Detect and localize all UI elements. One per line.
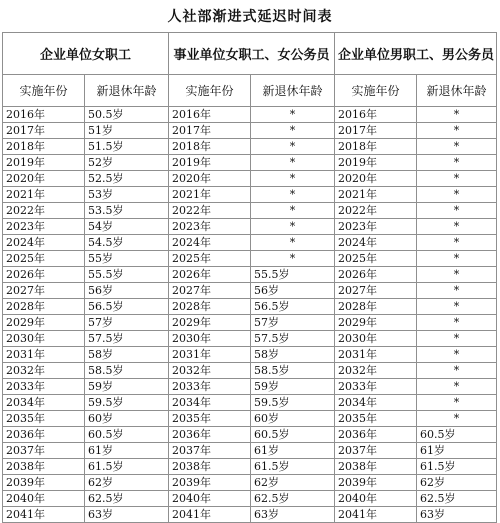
year-cell: 2024年 [3, 235, 85, 251]
year-cell: 2030年 [3, 331, 85, 347]
year-cell: 2022年 [3, 203, 85, 219]
retirement-age-cell: * [417, 331, 497, 347]
year-cell: 2019年 [169, 155, 251, 171]
column-header-year: 实施年份 [3, 75, 85, 107]
retirement-age-cell: * [417, 299, 497, 315]
retirement-age-cell: 57.5岁 [85, 331, 169, 347]
retirement-age-cell: 53.5岁 [85, 203, 169, 219]
year-cell: 2018年 [3, 139, 85, 155]
year-cell: 2025年 [335, 251, 417, 267]
retirement-age-cell: * [417, 123, 497, 139]
table-body [3, 107, 497, 523]
year-cell: 2027年 [335, 283, 417, 299]
retirement-age-cell: * [417, 411, 497, 427]
column-header-year: 实施年份 [169, 75, 251, 107]
retirement-age-cell: 55岁 [85, 251, 169, 267]
table-title: 人社部渐进式延迟时间表 [167, 9, 333, 25]
year-cell: 2034年 [3, 395, 85, 411]
retirement-age-cell: * [417, 347, 497, 363]
retirement-age-cell: 54岁 [85, 219, 169, 235]
table-row [3, 299, 497, 315]
table-row [3, 219, 497, 235]
retirement-age-cell: 62岁 [417, 475, 497, 491]
retirement-age-cell: 63岁 [417, 507, 497, 523]
year-cell: 2032年 [169, 363, 251, 379]
year-cell: 2019年 [3, 155, 85, 171]
year-cell: 2030年 [335, 331, 417, 347]
retirement-age-cell: * [251, 155, 335, 171]
group-header-institution-female: 事业单位女职工、女公务员 [169, 33, 335, 75]
retirement-age-cell: 60.5岁 [85, 427, 169, 443]
retirement-age-cell: 61.5岁 [85, 459, 169, 475]
year-cell: 2034年 [169, 395, 251, 411]
retirement-age-cell: * [417, 203, 497, 219]
table-row [3, 411, 497, 427]
year-cell: 2036年 [335, 427, 417, 443]
year-cell: 2018年 [169, 139, 251, 155]
year-cell: 2036年 [169, 427, 251, 443]
retirement-age-cell: 60岁 [85, 411, 169, 427]
year-cell: 2031年 [3, 347, 85, 363]
retirement-age-cell: * [417, 107, 497, 123]
column-header-age: 新退休年龄 [85, 75, 169, 107]
retirement-age-cell: 59.5岁 [251, 395, 335, 411]
retirement-age-cell: * [251, 171, 335, 187]
year-cell: 2037年 [3, 443, 85, 459]
retirement-age-cell: * [251, 251, 335, 267]
retirement-age-cell: 53岁 [85, 187, 169, 203]
year-cell: 2033年 [169, 379, 251, 395]
year-cell: 2033年 [335, 379, 417, 395]
year-cell: 2032年 [3, 363, 85, 379]
table-row [3, 379, 497, 395]
year-cell: 2020年 [335, 171, 417, 187]
column-header-age: 新退休年龄 [251, 75, 335, 107]
table-row [3, 139, 497, 155]
year-cell: 2016年 [335, 107, 417, 123]
retirement-age-cell: 58.5岁 [251, 363, 335, 379]
retirement-age-cell: 61岁 [85, 443, 169, 459]
retirement-age-cell: 56.5岁 [251, 299, 335, 315]
column-header-age: 新退休年龄 [417, 75, 497, 107]
year-cell: 2031年 [335, 347, 417, 363]
group-header-enterprise-female: 企业单位女职工 [3, 33, 169, 75]
table-row [3, 187, 497, 203]
year-cell: 2031年 [169, 347, 251, 363]
table-row [3, 107, 497, 123]
retirement-age-cell: * [417, 187, 497, 203]
retirement-age-cell: 56岁 [251, 283, 335, 299]
table-row [3, 443, 497, 459]
retirement-age-cell: 57岁 [85, 315, 169, 331]
retirement-age-cell: * [251, 235, 335, 251]
table-row [3, 283, 497, 299]
year-cell: 2023年 [335, 219, 417, 235]
retirement-age-cell: 61.5岁 [251, 459, 335, 475]
retirement-age-cell: 58岁 [85, 347, 169, 363]
group-header-row [3, 33, 497, 75]
year-cell: 2025年 [169, 251, 251, 267]
retirement-age-cell: * [417, 363, 497, 379]
table-row [3, 459, 497, 475]
year-cell: 2022年 [335, 203, 417, 219]
table-row [3, 235, 497, 251]
year-cell: 2020年 [3, 171, 85, 187]
retirement-age-cell: 52.5岁 [85, 171, 169, 187]
year-cell: 2036年 [3, 427, 85, 443]
table-row [3, 427, 497, 443]
retirement-age-cell: 62岁 [85, 475, 169, 491]
retirement-age-cell: 61岁 [251, 443, 335, 459]
year-cell: 2017年 [169, 123, 251, 139]
year-cell: 2039年 [169, 475, 251, 491]
year-cell: 2023年 [3, 219, 85, 235]
retirement-age-cell: * [251, 123, 335, 139]
retirement-age-cell: 63岁 [251, 507, 335, 523]
year-cell: 2026年 [3, 267, 85, 283]
year-cell: 2040年 [3, 491, 85, 507]
year-cell: 2016年 [169, 107, 251, 123]
year-cell: 2025年 [3, 251, 85, 267]
retirement-age-cell: * [417, 171, 497, 187]
year-cell: 2028年 [169, 299, 251, 315]
year-cell: 2026年 [169, 267, 251, 283]
year-cell: 2026年 [335, 267, 417, 283]
retirement-age-cell: 62岁 [251, 475, 335, 491]
year-cell: 2029年 [169, 315, 251, 331]
retirement-age-cell: 58.5岁 [85, 363, 169, 379]
table-row [3, 507, 497, 523]
retirement-age-cell: 51.5岁 [85, 139, 169, 155]
year-cell: 2028年 [3, 299, 85, 315]
year-cell: 2017年 [3, 123, 85, 139]
retirement-age-cell: * [417, 155, 497, 171]
table-row [3, 123, 497, 139]
table-row [3, 331, 497, 347]
retirement-age-cell: 56.5岁 [85, 299, 169, 315]
retirement-age-cell: * [251, 107, 335, 123]
year-cell: 2029年 [335, 315, 417, 331]
table-row [3, 251, 497, 267]
retirement-age-cell: 62.5岁 [85, 491, 169, 507]
year-cell: 2028年 [335, 299, 417, 315]
retirement-age-cell: * [417, 219, 497, 235]
year-cell: 2040年 [335, 491, 417, 507]
retirement-age-cell: 57岁 [251, 315, 335, 331]
year-cell: 2020年 [169, 171, 251, 187]
retirement-age-cell: 60岁 [251, 411, 335, 427]
retirement-age-cell: 51岁 [85, 123, 169, 139]
table-row [3, 171, 497, 187]
table-row [3, 203, 497, 219]
year-cell: 2021年 [169, 187, 251, 203]
table-row [3, 267, 497, 283]
retirement-age-cell: 55.5岁 [251, 267, 335, 283]
table-row [3, 475, 497, 491]
retirement-age-cell: * [251, 203, 335, 219]
table-row [3, 155, 497, 171]
retirement-age-cell: 59.5岁 [85, 395, 169, 411]
year-cell: 2041年 [169, 507, 251, 523]
sub-header-row [3, 75, 497, 107]
retirement-age-cell: * [417, 379, 497, 395]
year-cell: 2018年 [335, 139, 417, 155]
year-cell: 2041年 [3, 507, 85, 523]
table-row [3, 347, 497, 363]
year-cell: 2039年 [3, 475, 85, 491]
year-cell: 2027年 [3, 283, 85, 299]
year-cell: 2027年 [169, 283, 251, 299]
retirement-age-cell: * [417, 267, 497, 283]
year-cell: 2037年 [169, 443, 251, 459]
retirement-age-cell: 61岁 [417, 443, 497, 459]
year-cell: 2040年 [169, 491, 251, 507]
retirement-age-cell: * [417, 235, 497, 251]
retirement-age-cell: 57.5岁 [251, 331, 335, 347]
retirement-age-cell: * [417, 283, 497, 299]
retirement-age-cell: 60.5岁 [251, 427, 335, 443]
retirement-age-cell: * [251, 219, 335, 235]
retirement-age-cell: * [417, 395, 497, 411]
year-cell: 2019年 [335, 155, 417, 171]
year-cell: 2021年 [335, 187, 417, 203]
year-cell: 2035年 [3, 411, 85, 427]
column-header-year: 实施年份 [335, 75, 417, 107]
retirement-age-cell: 56岁 [85, 283, 169, 299]
year-cell: 2038年 [3, 459, 85, 475]
year-cell: 2034年 [335, 395, 417, 411]
year-cell: 2038年 [169, 459, 251, 475]
retirement-age-cell: 60.5岁 [417, 427, 497, 443]
year-cell: 2032年 [335, 363, 417, 379]
retirement-age-cell: 54.5岁 [85, 235, 169, 251]
year-cell: 2038年 [335, 459, 417, 475]
year-cell: 2037年 [335, 443, 417, 459]
year-cell: 2024年 [169, 235, 251, 251]
year-cell: 2030年 [169, 331, 251, 347]
year-cell: 2016年 [3, 107, 85, 123]
retirement-age-cell: 58岁 [251, 347, 335, 363]
year-cell: 2035年 [169, 411, 251, 427]
retirement-age-cell: * [251, 187, 335, 203]
retirement-age-cell: 59岁 [85, 379, 169, 395]
year-cell: 2021年 [3, 187, 85, 203]
table-row [3, 315, 497, 331]
group-header-male: 企业单位男职工、男公务员 [335, 33, 497, 75]
retirement-age-cell: * [251, 139, 335, 155]
retirement-age-cell: * [417, 251, 497, 267]
table-row [3, 363, 497, 379]
year-cell: 2023年 [169, 219, 251, 235]
retirement-age-cell: 61.5岁 [417, 459, 497, 475]
year-cell: 2017年 [335, 123, 417, 139]
retirement-schedule-table [2, 32, 497, 523]
retirement-age-cell: * [417, 139, 497, 155]
table-row [3, 395, 497, 411]
retirement-age-cell: 59岁 [251, 379, 335, 395]
year-cell: 2022年 [169, 203, 251, 219]
retirement-age-cell: 50.5岁 [85, 107, 169, 123]
year-cell: 2041年 [335, 507, 417, 523]
retirement-age-cell: 62.5岁 [417, 491, 497, 507]
retirement-age-cell: 52岁 [85, 155, 169, 171]
retirement-age-cell: 63岁 [85, 507, 169, 523]
year-cell: 2035年 [335, 411, 417, 427]
year-cell: 2039年 [335, 475, 417, 491]
retirement-age-cell: * [417, 315, 497, 331]
retirement-age-cell: 55.5岁 [85, 267, 169, 283]
year-cell: 2029年 [3, 315, 85, 331]
table-row [3, 491, 497, 507]
year-cell: 2024年 [335, 235, 417, 251]
year-cell: 2033年 [3, 379, 85, 395]
retirement-age-cell: 62.5岁 [251, 491, 335, 507]
